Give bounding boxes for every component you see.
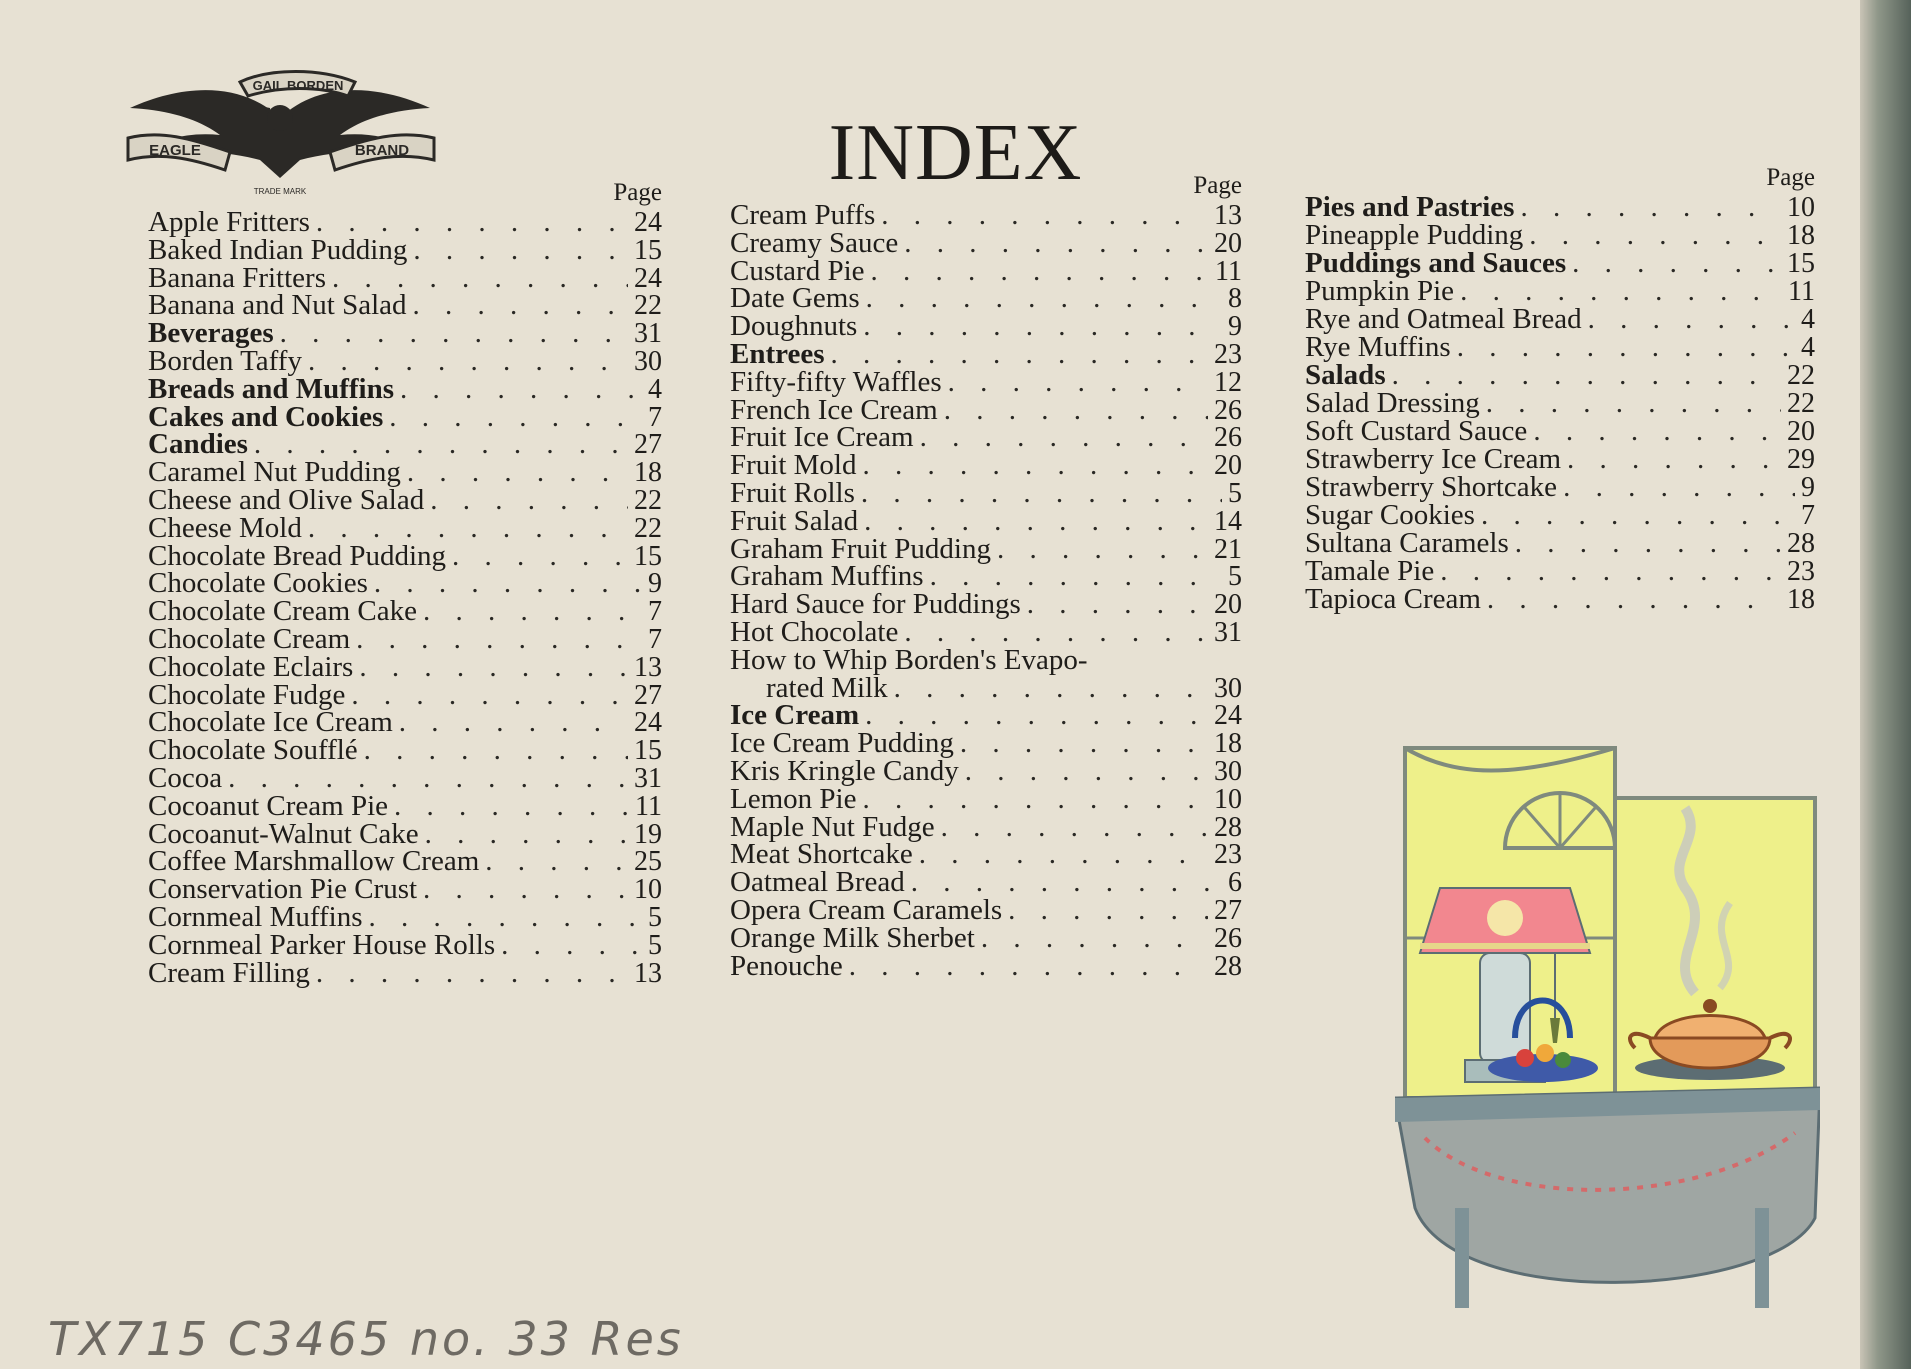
index-entry-name: Strawberry Shortcake: [1305, 471, 1558, 503]
index-entry-name: Sultana Caramels: [1305, 527, 1509, 559]
index-entry-name: rated Milk: [766, 671, 888, 704]
index-entry-name: Cocoanut Cream Pie: [148, 789, 389, 822]
index-title: INDEX: [828, 109, 1083, 197]
index-entry-name: Fifty-fifty Waffles: [730, 365, 942, 398]
index-entry-name: Sugar Cookies: [1305, 499, 1475, 531]
index-entry-name: Entrees: [730, 338, 825, 370]
index-entry-name: Ice Cream Pudding: [730, 727, 954, 760]
index-entry-name: Cornmeal Muffins: [148, 901, 363, 933]
index-entry-name: Fruit Rolls: [730, 477, 855, 509]
leader-dots: [316, 956, 628, 990]
index-entry-page: 10: [1787, 192, 1815, 223]
index-entry-name: Penouche: [730, 949, 843, 982]
index-column-2: [730, 172, 1242, 1188]
index-entry-page: 4: [1801, 304, 1815, 335]
index-entry-page: 30: [1214, 756, 1242, 787]
index-entry-name: Doughnuts: [730, 310, 858, 343]
index-entry-page: 6: [1228, 867, 1242, 899]
index-entry-name: Orange Milk Sherbet: [730, 921, 975, 954]
index-entry-page: 28: [1787, 528, 1815, 559]
page-column-header: Page: [1193, 172, 1242, 199]
index-entry-name: Hot Chocolate: [730, 616, 899, 648]
index-entry-page: 7: [1801, 500, 1815, 531]
index-entry-page: 20: [1214, 589, 1242, 621]
index-entry-name: Cocoanut-Walnut Cake: [148, 817, 419, 850]
index-entry-page: 7: [648, 596, 662, 628]
index-entry-name: Puddings and Sauces: [1305, 247, 1567, 279]
index-entry-name: How to Whip Borden's Evapo-: [730, 643, 1088, 676]
index-entry-page: 26: [1214, 394, 1242, 426]
index-entry-name: Custard Pie: [730, 254, 865, 287]
index-entry-page: 11: [1215, 255, 1242, 287]
page-column-header: Page: [1766, 164, 1815, 191]
index-entry-page: 24: [634, 262, 662, 294]
index-entry-page: 13: [1214, 200, 1242, 231]
index-entry-page: 11: [635, 790, 662, 822]
index-entry-page: 7: [648, 624, 662, 655]
index-entry-page: 24: [634, 207, 662, 238]
index-entry-name: Chocolate Soufflé: [148, 734, 358, 767]
index-entry-page: 28: [1214, 950, 1242, 982]
index-entry-page: 23: [1214, 839, 1242, 871]
logo-left-text: EAGLE: [149, 142, 201, 159]
index-entry-page: 25: [634, 846, 662, 878]
index-entry-name: Cream Filling: [148, 956, 310, 989]
index-entry-name: Hard Sauce for Puddings: [730, 588, 1021, 621]
index-entry-page: 5: [648, 929, 662, 961]
index-entry: [1305, 582, 1815, 616]
index-entry-page: 30: [634, 346, 662, 377]
index-entry-page: 22: [634, 290, 662, 322]
index-entry-page: 19: [634, 818, 662, 850]
index-entry-name: Fruit Ice Cream: [730, 421, 914, 454]
index-entry-page: 18: [634, 457, 662, 489]
index-entry-page: 13: [634, 651, 662, 683]
index-entry-name: Rye and Oatmeal Bread: [1305, 303, 1582, 335]
index-entry-page: 20: [1787, 416, 1815, 447]
index-entry: [148, 956, 662, 990]
index-column-3: [1305, 164, 1815, 750]
index-entry-name: Coffee Marshmallow Cream: [148, 845, 480, 878]
index-entry-page: 5: [1228, 561, 1242, 593]
index-entry-name: Soft Custard Sauce: [1305, 415, 1528, 447]
index-entry-page: 12: [1214, 366, 1242, 398]
index-entry-page: 21: [1214, 533, 1242, 565]
index-entry-name: Salads: [1305, 359, 1386, 391]
logo-trademark-text: TRADE MARK: [253, 187, 307, 196]
index-entry-name: Baked Indian Pudding: [148, 233, 408, 266]
index-entry-page: 13: [634, 957, 662, 989]
index-entry-name: Beverages: [148, 317, 274, 350]
index-entry-name: Chocolate Cream: [148, 623, 351, 655]
index-entry-name: Chocolate Fudge: [148, 678, 346, 711]
index-entry-name: Ice Cream: [730, 699, 860, 732]
index-entry-page: 22: [634, 512, 662, 544]
index-entry-page: 31: [1214, 617, 1242, 648]
index-entry-name: Apple Fritters: [148, 206, 310, 238]
index-entry-page: 26: [1214, 422, 1242, 454]
index-entry: [730, 949, 1242, 983]
index-entry-name: Conservation Pie Crust: [148, 873, 418, 906]
index-entry-name: Tamale Pie: [1305, 555, 1435, 587]
index-entry-name: Cornmeal Parker House Rolls: [148, 928, 496, 961]
index-entry-page: 22: [1787, 360, 1815, 391]
index-entry-page: 18: [1214, 728, 1242, 760]
index-entry-page: 9: [1228, 311, 1242, 343]
index-entry-page: 20: [1214, 450, 1242, 482]
index-entry-page: 5: [1228, 478, 1242, 509]
index-entry-name: Chocolate Eclairs: [148, 650, 354, 683]
index-entry-name: Banana and Nut Salad: [148, 289, 407, 322]
index-entry-name: Meat Shortcake: [730, 838, 913, 871]
index-entry-page: 22: [1787, 388, 1815, 419]
logo-right-text: BRAND: [354, 142, 410, 159]
index-entry-page: 27: [634, 429, 662, 461]
index-entry-name: Candies: [148, 428, 248, 461]
index-entry-page: 9: [648, 568, 662, 600]
index-entry-page: 15: [634, 540, 662, 572]
index-entry-page: 15: [634, 234, 662, 266]
leader-dots: [849, 949, 1208, 983]
index-entry-page: 26: [1214, 922, 1242, 954]
index-entry-page: 27: [634, 679, 662, 711]
index-entry-name: Chocolate Bread Pudding: [148, 539, 447, 572]
logo-top-text: GAIL BORDEN: [252, 78, 344, 93]
index-entry-name: Cheese and Olive Salad: [148, 484, 425, 516]
index-entry-name: Graham Muffins: [730, 560, 924, 593]
index-entry-name: Kris Kringle Candy: [730, 755, 959, 787]
index-entry-page: 10: [634, 874, 662, 906]
index-entry-name: Fruit Mold: [730, 449, 857, 482]
index-entry-name: Tapioca Cream: [1305, 583, 1481, 615]
index-entry-name: Date Gems: [730, 282, 860, 315]
index-entry-name: Salad Dressing: [1305, 387, 1480, 419]
index-entry-page: 20: [1214, 227, 1242, 259]
index-entry-page: 9: [1801, 472, 1815, 503]
index-entry-page: 27: [1214, 895, 1242, 926]
index-entry-name: Borden Taffy: [148, 345, 302, 377]
index-entry-name: Pies and Pastries: [1305, 191, 1515, 223]
index-entry-name: Fruit Salad: [730, 504, 859, 537]
index-entry-name: Lemon Pie: [730, 782, 857, 815]
index-entry-page: 8: [1228, 283, 1242, 315]
index-entry-name: Cream Puffs: [730, 199, 876, 231]
index-entry-page: 14: [1214, 505, 1242, 537]
index-entry-page: 10: [1214, 783, 1242, 815]
index-entry-page: 29: [1787, 444, 1815, 475]
index-entry-name: Caramel Nut Pudding: [148, 456, 401, 489]
index-entry-name: Chocolate Cookies: [148, 567, 368, 600]
index-entry-page: 5: [648, 902, 662, 933]
index-entry-name: Maple Nut Fudge: [730, 810, 935, 843]
index-entry-page: 23: [1787, 556, 1815, 587]
index-entry-page: 4: [648, 373, 662, 405]
index-entry-name: Strawberry Ice Cream: [1305, 443, 1562, 475]
library-call-number: TX715 C3465 no. 33 Res: [48, 1312, 684, 1366]
index-entry-page: 28: [1214, 811, 1242, 843]
index-entry-page: 18: [1787, 584, 1815, 615]
index-entry-page: 22: [634, 485, 662, 516]
index-entry-page: 24: [1214, 700, 1242, 732]
table-lamp-illustration: [1395, 738, 1820, 1328]
index-entry-page: 31: [634, 763, 662, 794]
leader-dots: [1487, 582, 1781, 616]
index-entry-page: 30: [1214, 672, 1242, 704]
index-entry-name: Oatmeal Bread: [730, 866, 905, 899]
index-entry-page: 11: [1788, 276, 1815, 307]
index-entry-name: Rye Muffins: [1305, 331, 1451, 363]
index-entry-name: Cheese Mold: [148, 511, 302, 544]
index-entry-page: 15: [634, 735, 662, 767]
page-column-header: Page: [613, 179, 662, 206]
index-entry-name: Banana Fritters: [148, 261, 326, 294]
index-entry-page: 24: [634, 707, 662, 739]
index-entry-name: Cocoa: [148, 762, 223, 794]
index-entry-page: 7: [648, 401, 662, 433]
index-entry-page: 23: [1214, 339, 1242, 370]
index-entry-page: 4: [1801, 332, 1815, 363]
index-entry-name: Opera Cream Caramels: [730, 894, 1003, 926]
index-entry-name: Graham Fruit Pudding: [730, 532, 991, 565]
index-entry-name: Chocolate Cream Cake: [148, 595, 417, 628]
index-entry-name: Creamy Sauce: [730, 226, 899, 259]
index-entry-name: Pineapple Pudding: [1305, 219, 1524, 251]
index-entry-page: 18: [1787, 220, 1815, 251]
index-entry-name: Chocolate Ice Cream: [148, 706, 393, 739]
index-entry-name: Breads and Muffins: [148, 372, 395, 405]
index-entry-page: 15: [1787, 248, 1815, 279]
index-entry-name: Cakes and Cookies: [148, 400, 384, 433]
book-spine-edge: [1860, 0, 1911, 1369]
index-entry-name: Pumpkin Pie: [1305, 275, 1455, 307]
index-entry-page: 31: [634, 318, 662, 350]
index-entry-name: French Ice Cream: [730, 393, 938, 426]
